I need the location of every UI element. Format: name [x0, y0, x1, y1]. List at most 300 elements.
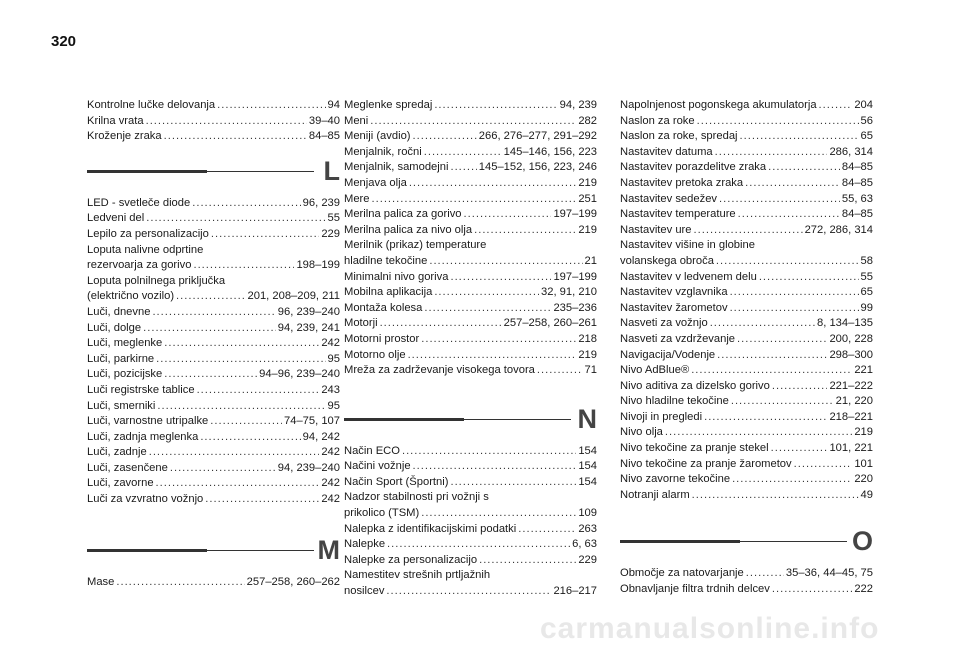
index-entry-label: Nivo tekočine za pranje stekel	[620, 442, 769, 455]
index-entry	[344, 192, 597, 208]
index-entry	[87, 227, 340, 243]
dot-leader	[413, 129, 477, 145]
dot-leader	[479, 553, 576, 569]
dot-leader	[170, 461, 276, 477]
section-divider	[344, 419, 571, 420]
index-entry-label: Naslon za roke	[620, 114, 695, 127]
index-entry-label: Načini vožnje	[344, 460, 411, 473]
index-entry	[344, 506, 597, 522]
index-entry	[620, 316, 873, 332]
index-entry	[344, 160, 597, 176]
page-number: 320	[51, 33, 77, 50]
dot-leader	[704, 410, 827, 426]
index-entry-pages: 95	[327, 399, 340, 412]
index-entry	[344, 584, 597, 600]
dot-leader	[464, 207, 552, 223]
index-entry	[87, 352, 340, 368]
index-entry-label: Luči, pozicijske	[87, 368, 163, 381]
index-entry-label: Merilna palica za nivo olja	[344, 223, 473, 236]
index-entry-continuation: Namestitev strešnih prtljažnih	[344, 569, 491, 582]
index-entry-label: nosilcev	[344, 585, 385, 598]
entry-list	[87, 575, 340, 591]
index-entry-pages: 218	[578, 332, 597, 345]
index-entry-pages: 221–222	[829, 379, 873, 392]
dot-leader	[665, 425, 852, 441]
dot-leader	[819, 98, 853, 114]
index-entry-pages: 58	[860, 254, 873, 267]
index-entry	[344, 553, 597, 569]
section-letter: L	[323, 155, 340, 186]
dot-leader	[146, 114, 307, 130]
dot-leader	[518, 522, 576, 538]
dot-leader	[197, 383, 320, 399]
index-entry-pages: 229	[578, 553, 597, 566]
dot-leader	[732, 472, 852, 488]
dot-leader	[116, 575, 244, 591]
index-entry-pages: 39–40	[308, 114, 340, 127]
dot-leader	[372, 192, 577, 208]
index-entry	[620, 488, 873, 504]
index-entry-label: Nivo aditiva za dizelsko gorivo	[620, 379, 770, 392]
index-entry-label: Luči, dnevne	[87, 305, 151, 318]
index-entry	[344, 316, 597, 332]
section-letter: N	[577, 403, 597, 434]
index-entry-label: Način ECO	[344, 444, 400, 457]
index-entry-pages: 200, 228	[829, 332, 873, 345]
dot-leader	[730, 301, 859, 317]
index-entry-pages: 94, 242	[302, 430, 340, 443]
index-entry	[620, 270, 873, 286]
index-entry	[344, 522, 597, 538]
index-entry	[87, 98, 340, 114]
index-entry	[87, 129, 340, 145]
index-entry-label: Nastavitev temperature	[620, 208, 736, 221]
index-entry	[344, 475, 597, 491]
index-entry-continuation: Nadzor stabilnosti pri vožnji s	[344, 491, 489, 504]
index-entry-pages: 243	[321, 383, 340, 396]
index-entry-pages: 94, 239, 241	[277, 321, 340, 334]
section-letter: O	[851, 526, 873, 557]
index-entry-label: Naslon za roke, spredaj	[620, 130, 738, 143]
index-entry-pages: 154	[578, 475, 597, 488]
index-entry-pages: 219	[854, 426, 873, 439]
dot-leader	[450, 475, 576, 491]
index-entry-pages: 21, 220	[835, 395, 873, 408]
index-entry-label: Mere	[344, 192, 370, 205]
dot-leader	[715, 145, 828, 161]
index-entry-label: Nasveti za vzdrževanje	[620, 332, 736, 345]
index-entry-label: Montaža kolesa	[344, 301, 423, 314]
dot-leader	[740, 129, 859, 145]
index-entry	[87, 211, 340, 227]
index-entry	[620, 472, 873, 488]
index-entry-pages: 49	[860, 488, 873, 501]
index-entry-label: Luči, dolge	[87, 321, 142, 334]
index-entry-pages: 145–146, 156, 223	[503, 145, 597, 158]
section-divider	[87, 550, 314, 551]
index-entry-label: Nivoji in pregledi	[620, 410, 703, 423]
entry-list	[620, 566, 873, 597]
index-entry-pages: 257–258, 260–262	[246, 575, 340, 588]
index-entry	[87, 461, 340, 477]
dot-leader	[772, 379, 828, 395]
index-entry-pages: 219	[578, 223, 597, 236]
index-entry-label: Nastavitev datuma	[620, 145, 713, 158]
index-entry-label: Meniji (avdio)	[344, 130, 411, 143]
index-entry	[620, 566, 873, 582]
index-entry-pages: 84–85	[308, 130, 340, 143]
index-entry-pages: 197–199	[553, 208, 597, 221]
index-entry	[620, 348, 873, 364]
dot-leader	[450, 160, 476, 176]
index-entry-pages: 219	[578, 176, 597, 189]
entry-list	[87, 196, 340, 508]
index-entry-pages: 220	[854, 473, 873, 486]
index-entry	[344, 332, 597, 348]
section-divider	[620, 541, 847, 542]
dot-leader	[193, 258, 294, 274]
index-entry	[620, 145, 873, 161]
dot-leader	[156, 352, 325, 368]
index-entry	[620, 410, 873, 426]
dot-leader	[164, 367, 257, 383]
dot-leader	[730, 285, 859, 301]
section-header-n	[344, 399, 597, 439]
index-entry-label: Motorni prostor	[344, 332, 420, 345]
index-entry-pages: 109	[578, 507, 597, 520]
dot-leader	[210, 414, 282, 430]
index-entry-label: Menjalnik, ročni	[344, 145, 422, 158]
index-entry-pages: 198–199	[296, 259, 340, 272]
index-entry-label: Menjava olja	[344, 176, 407, 189]
index-entry-label: Nastavitev pretoka zraka	[620, 176, 744, 189]
dot-leader	[772, 582, 852, 598]
index-entry	[344, 254, 597, 270]
index-entry-label: volanskega obroča	[620, 254, 714, 267]
index-entry	[620, 160, 873, 176]
index-entry-label: Luči za vzvratno vožnjo	[87, 493, 204, 506]
index-entry	[87, 430, 340, 446]
dot-leader	[691, 363, 852, 379]
index-entry-pages: 71	[584, 364, 597, 377]
index-entry	[87, 305, 340, 321]
index-entry-pages: 94, 239–240	[277, 461, 340, 474]
index-entry	[620, 129, 873, 145]
index-entry	[344, 98, 597, 114]
dot-leader	[738, 207, 840, 223]
index-entry-label: Nalepke za personalizacijo	[344, 553, 478, 566]
index-entry-label: LED - svetleče diode	[87, 196, 191, 209]
index-entry	[344, 207, 597, 223]
index-entry-label: Nivo olja	[620, 426, 663, 439]
index-entry-pages: 242	[321, 446, 340, 459]
dot-leader	[692, 488, 859, 504]
index-entry-pages: 201, 208–209, 211	[247, 290, 340, 303]
index-entry	[87, 399, 340, 415]
index-entry-pages: 145–152, 156, 223, 246	[478, 161, 597, 174]
index-entry-label: rezervoarja za gorivo	[87, 259, 192, 272]
index-entry-label: Motorno olje	[344, 348, 406, 361]
index-entry-label: Navigacija/Vodenje	[620, 348, 716, 361]
index-entry-pages: 55	[327, 212, 340, 225]
index-entry	[87, 414, 340, 430]
index-entry	[620, 379, 873, 395]
index-entry	[344, 270, 597, 286]
dot-leader	[537, 363, 583, 379]
index-entry-pages: 65	[860, 130, 873, 143]
entry-list	[620, 98, 873, 503]
index-entry-label: Luči, meglenke	[87, 337, 163, 350]
index-entry-label: hladilne tekočine	[344, 254, 428, 267]
index-entry-label: Nasveti za vožnjo	[620, 317, 708, 330]
index-entry-label: Luči registrske tablice	[87, 383, 195, 396]
index-entry-pages: 101, 221	[829, 442, 873, 455]
index-entry	[344, 145, 597, 161]
dot-leader	[149, 445, 320, 461]
index-entry-label: Mase	[87, 575, 115, 588]
index-entry-pages: 242	[321, 477, 340, 490]
index-entry-label: Nivo hladilne tekočine	[620, 395, 729, 408]
index-entry-pages: 197–199	[553, 270, 597, 283]
index-entry-label: Luči, zadnje	[87, 446, 147, 459]
dot-leader	[429, 254, 582, 270]
index-entry-pages: 94–96, 239–240	[259, 368, 340, 381]
index-entry	[344, 301, 597, 317]
index-entry	[620, 441, 873, 457]
index-entry-label: Mreža za zadrževanje visokega tovora	[344, 364, 535, 377]
index-entry-pages: 84–85	[841, 208, 873, 221]
index-entry-label: Menjalnik, samodejni	[344, 161, 449, 174]
entry-list	[344, 444, 597, 600]
dot-leader	[192, 196, 300, 212]
dot-leader	[421, 332, 576, 348]
index-entry-label: Nastavitev vzglavnika	[620, 286, 728, 299]
index-entry-pages: 95	[327, 352, 340, 365]
index-entry	[87, 289, 340, 305]
index-entry	[344, 444, 597, 460]
index-entry-label: Luči, zavorne	[87, 477, 154, 490]
index-entry	[87, 114, 340, 130]
index-entry-pages: 229	[321, 227, 340, 240]
index-entry	[344, 129, 597, 145]
dot-leader	[164, 129, 307, 145]
index-entry-label: Meglenke spredaj	[344, 99, 433, 111]
index-entry-label: Minimalni nivo goriva	[344, 270, 449, 283]
index-entry-pages: 235–236	[553, 301, 597, 314]
index-entry-label: Nivo tekočine za pranje žarometov	[620, 457, 792, 470]
index-entry	[620, 363, 873, 379]
index-column-1	[87, 98, 340, 590]
index-entry	[620, 285, 873, 301]
index-entry-pages: 204	[854, 99, 873, 111]
index-entry-label: Nalepka z identifikacijskimi podatki	[344, 522, 517, 535]
index-entry-pages: 101	[854, 457, 873, 470]
index-entry-label: Nivo AdBlue®	[620, 364, 690, 377]
dot-leader	[387, 537, 570, 553]
index-entry-continuation: Loputa polnilnega priključka	[87, 274, 226, 287]
dot-leader	[745, 176, 840, 192]
index-entry-label: Nastavitev ure	[620, 223, 692, 236]
dot-leader	[176, 289, 245, 305]
index-entry-label: Napolnjenost pogonskega akumulatorja	[620, 99, 817, 111]
index-entry	[87, 492, 340, 508]
index-entry-label: (električno vozilo)	[87, 290, 175, 303]
section-divider	[87, 171, 314, 172]
index-entry	[344, 223, 597, 239]
dot-leader	[768, 160, 840, 176]
index-entry	[87, 336, 340, 352]
index-entry-pages: 6, 63	[572, 538, 597, 551]
dot-leader	[771, 441, 828, 457]
index-entry	[344, 363, 597, 379]
index-entry-pages: 242	[321, 337, 340, 350]
index-entry	[620, 332, 873, 348]
index-entry-label: Mobilna aplikacija	[344, 286, 433, 299]
index-entry	[620, 207, 873, 223]
dot-leader	[746, 566, 784, 582]
index-entry-pages: 272, 286, 314	[804, 223, 873, 236]
dot-leader	[731, 394, 834, 410]
index-entry-pages: 55, 63	[841, 192, 873, 205]
index-entry-label: prikolico (TSM)	[344, 507, 420, 520]
dot-leader	[716, 254, 859, 270]
dot-leader	[424, 145, 502, 161]
index-entry-pages: 263	[578, 522, 597, 535]
index-entry-continuation: Nastavitev višine in globine	[620, 239, 755, 252]
index-entry	[620, 98, 873, 114]
watermark: carmanualsonline.info	[540, 612, 880, 645]
index-entry-pages: 55	[860, 270, 873, 283]
index-entry-label: Luči, smerniki	[87, 399, 156, 412]
index-entry-label: Način Sport (Športni)	[344, 475, 449, 488]
dot-leader	[386, 584, 551, 600]
dot-leader	[759, 270, 859, 286]
dot-leader	[424, 301, 551, 317]
index-entry-label: Območje za natovarjanje	[620, 567, 744, 580]
dot-leader	[200, 430, 300, 446]
dot-leader	[146, 211, 325, 227]
index-entry-pages: 222	[854, 583, 873, 596]
dot-leader	[450, 270, 551, 286]
index-entry	[620, 223, 873, 239]
index-entry-pages: 65	[860, 286, 873, 299]
index-entry-pages: 94, 239	[559, 99, 597, 111]
index-entry-pages: 257–258, 260–261	[503, 317, 597, 330]
dot-leader	[794, 457, 853, 473]
index-entry-pages: 8, 134–135	[817, 317, 873, 330]
index-entry-continuation: Merilnik (prikaz) temperature	[344, 239, 487, 252]
dot-leader	[409, 176, 577, 192]
index-entry-label: Meni	[344, 114, 369, 127]
index-column-2	[344, 98, 597, 600]
dot-leader	[152, 305, 275, 321]
dot-leader	[143, 321, 276, 337]
index-entry-pages: 35–36, 44–45, 75	[785, 567, 873, 580]
index-entry-pages: 251	[578, 192, 597, 205]
dot-leader	[211, 227, 319, 243]
index-entry-label: Kroženje zraka	[87, 130, 162, 143]
dot-leader	[205, 492, 319, 508]
index-entry-pages: 154	[578, 460, 597, 473]
index-entry	[620, 301, 873, 317]
dot-leader	[710, 316, 815, 332]
index-entry-pages: 242	[321, 493, 340, 506]
index-entry	[87, 258, 340, 274]
index-entry	[344, 114, 597, 130]
index-entry	[344, 348, 597, 364]
index-entry	[87, 445, 340, 461]
index-entry-pages: 84–85	[841, 161, 873, 174]
index-entry	[344, 285, 597, 301]
index-entry-pages: 56	[860, 114, 873, 127]
dot-leader	[717, 348, 827, 364]
index-entry-label: Ledveni del	[87, 212, 145, 225]
dot-leader	[380, 316, 502, 332]
index-entry-label: Nalepke	[344, 538, 386, 551]
index-entry-label: Nastavitev sedežev	[620, 192, 718, 205]
index-entry-label: Notranji alarm	[620, 488, 690, 501]
dot-leader	[719, 192, 840, 208]
index-entry-label: Luči, parkirne	[87, 352, 155, 365]
index-entry	[620, 394, 873, 410]
entry-list	[344, 98, 597, 379]
index-entry-label: Obnavljanje filtra trdnih delcev	[620, 583, 770, 596]
index-entry	[620, 176, 873, 192]
index-entry	[87, 321, 340, 337]
index-entry-pages: 221	[854, 364, 873, 377]
index-entry	[344, 537, 597, 553]
index-entry-label: Nastavitev žarometov	[620, 301, 728, 314]
index-entry-pages: 32, 91, 210	[541, 286, 597, 299]
index-entry	[620, 457, 873, 473]
dot-leader	[408, 348, 577, 364]
index-entry	[344, 459, 597, 475]
index-entry	[87, 476, 340, 492]
index-entry-label: Kontrolne lučke delovanja	[87, 99, 216, 111]
index-entry-pages: 282	[578, 114, 597, 127]
index-entry-pages: 219	[578, 348, 597, 361]
index-entry-pages: 266, 276–277, 291–292	[478, 130, 597, 143]
index-entry	[620, 192, 873, 208]
index-entry	[620, 425, 873, 441]
section-letter: M	[317, 534, 340, 565]
index-entry-pages: 286, 314	[829, 145, 873, 158]
section-header-o	[620, 521, 873, 561]
dot-leader	[157, 399, 325, 415]
index-entry	[344, 176, 597, 192]
index-entry-label: Nastavitev porazdelitve zraka	[620, 161, 767, 174]
index-entry-continuation: Loputa nalivne odprtine	[87, 243, 204, 256]
index-entry-pages: 216–217	[553, 585, 597, 598]
dot-leader	[434, 98, 557, 114]
section-header-l	[87, 151, 340, 191]
index-entry-label: Luči, zasenčene	[87, 461, 168, 474]
index-entry-pages: 94	[327, 99, 340, 111]
dot-leader	[156, 476, 320, 492]
index-entry-pages: 84–85	[841, 176, 873, 189]
index-entry	[620, 254, 873, 270]
dot-leader	[402, 444, 576, 460]
index-entry	[620, 582, 873, 598]
section-header-m	[87, 530, 340, 570]
index-entry-label: Merilna palica za gorivo	[344, 208, 462, 221]
index-entry-pages: 298–300	[829, 348, 873, 361]
dot-leader	[694, 223, 803, 239]
dot-leader	[737, 332, 827, 348]
index-entry-pages: 154	[578, 444, 597, 457]
dot-leader	[164, 336, 319, 352]
dot-leader	[697, 114, 859, 130]
